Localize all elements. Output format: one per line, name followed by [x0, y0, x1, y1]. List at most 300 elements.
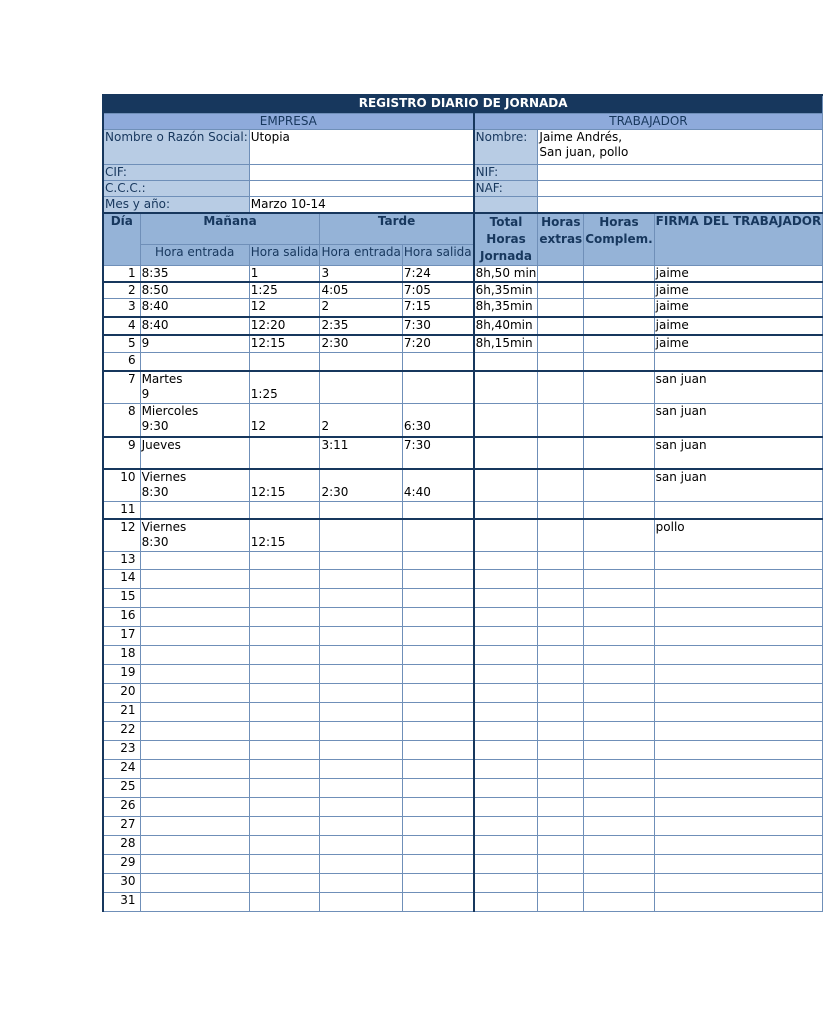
cell-tarde-entrada[interactable]: [320, 552, 402, 570]
cell-horas-extras[interactable]: [538, 836, 584, 855]
cell-horas-extras[interactable]: [538, 353, 584, 371]
cell-tarde-entrada[interactable]: [320, 741, 402, 760]
cell-manana-salida[interactable]: [249, 836, 320, 855]
cell-total-horas[interactable]: [474, 722, 538, 741]
cell-manana-entrada[interactable]: [140, 627, 249, 646]
cell-manana-salida[interactable]: 12:15: [249, 519, 320, 552]
table-row: [103, 798, 823, 817]
cell-total-horas[interactable]: 8h,40min: [474, 317, 538, 335]
cell-tarde-entrada[interactable]: [320, 779, 402, 798]
cell-manana-salida[interactable]: [249, 855, 320, 874]
cell-total-horas[interactable]: [474, 589, 538, 608]
cell-manana-entrada[interactable]: Viernes 8:30: [140, 469, 249, 502]
cell-tarde-salida[interactable]: [402, 589, 473, 608]
cell-total-horas[interactable]: [474, 855, 538, 874]
cell-tarde-entrada[interactable]: [320, 627, 402, 646]
cell-horas-extras[interactable]: [538, 570, 584, 589]
cell-manana-entrada[interactable]: [140, 760, 249, 779]
empresa-cif-value[interactable]: [249, 165, 473, 181]
cell-manana-salida[interactable]: [249, 608, 320, 627]
trabajador-nif-label: NIF:: [474, 165, 538, 181]
cell-horas-extras[interactable]: [538, 266, 584, 283]
cell-manana-salida[interactable]: [249, 722, 320, 741]
cell-firma[interactable]: [654, 502, 823, 519]
cell-tarde-salida[interactable]: [402, 552, 473, 570]
cell-manana-salida[interactable]: 12:15: [249, 335, 320, 353]
cell-total-horas[interactable]: [474, 552, 538, 570]
cell-tarde-salida[interactable]: [402, 855, 473, 874]
cell-total-horas[interactable]: [474, 779, 538, 798]
cell-horas-complem[interactable]: [584, 722, 654, 741]
cell-firma[interactable]: [654, 722, 823, 741]
cell-firma[interactable]: jaime: [654, 266, 823, 283]
cell-tarde-salida[interactable]: [402, 502, 473, 519]
sheet-title: REGISTRO DIARIO DE JORNADA: [103, 95, 823, 114]
cell-firma[interactable]: [654, 589, 823, 608]
cell-manana-entrada[interactable]: [140, 353, 249, 371]
cell-manana-entrada[interactable]: Martes 9: [140, 371, 249, 404]
cell-firma[interactable]: [654, 646, 823, 665]
cell-manana-entrada[interactable]: [140, 798, 249, 817]
cell-manana-entrada[interactable]: 9: [140, 335, 249, 353]
cell-total-horas[interactable]: 8h,35min: [474, 299, 538, 317]
cell-horas-complem[interactable]: [584, 282, 654, 299]
cell-horas-complem[interactable]: [584, 627, 654, 646]
cell-firma[interactable]: [654, 741, 823, 760]
cell-tarde-entrada[interactable]: [320, 353, 402, 371]
cell-manana-salida[interactable]: 1: [249, 266, 320, 283]
cell-manana-entrada[interactable]: [140, 646, 249, 665]
cell-tarde-entrada[interactable]: [320, 589, 402, 608]
cell-manana-entrada[interactable]: [140, 722, 249, 741]
cell-tarde-salida[interactable]: [402, 371, 473, 404]
trabajador-nombre-value[interactable]: Jaime Andrés, San juan, pollo: [538, 130, 823, 165]
cell-manana-salida[interactable]: [249, 760, 320, 779]
cell-firma[interactable]: san juan: [654, 371, 823, 404]
cell-tarde-entrada[interactable]: [320, 703, 402, 722]
cell-firma[interactable]: jaime: [654, 282, 823, 299]
cell-tarde-salida[interactable]: [402, 353, 473, 371]
cell-firma[interactable]: pollo: [654, 519, 823, 552]
table-row: [103, 469, 823, 502]
cell-tarde-salida[interactable]: [402, 608, 473, 627]
day-number: 8: [103, 404, 140, 437]
cell-tarde-salida[interactable]: 7:20: [402, 335, 473, 353]
cell-manana-entrada[interactable]: [140, 836, 249, 855]
cell-tarde-entrada[interactable]: [320, 855, 402, 874]
cell-firma[interactable]: [654, 627, 823, 646]
cell-tarde-entrada[interactable]: [320, 684, 402, 703]
cell-horas-extras[interactable]: [538, 404, 584, 437]
cell-tarde-entrada[interactable]: 2:30: [320, 335, 402, 353]
cell-firma[interactable]: jaime: [654, 335, 823, 353]
cell-manana-salida[interactable]: [249, 589, 320, 608]
cell-firma[interactable]: [654, 855, 823, 874]
table-row: [103, 855, 823, 874]
cell-firma[interactable]: san juan: [654, 437, 823, 469]
cell-manana-entrada[interactable]: [140, 741, 249, 760]
cell-total-horas[interactable]: [474, 684, 538, 703]
cell-manana-entrada[interactable]: [140, 817, 249, 836]
cell-firma[interactable]: [654, 779, 823, 798]
table-row: [103, 266, 823, 283]
cell-manana-entrada[interactable]: [140, 665, 249, 684]
cell-firma[interactable]: [654, 893, 823, 912]
cell-horas-extras[interactable]: [538, 722, 584, 741]
day-number: 26: [103, 798, 140, 817]
cell-tarde-salida[interactable]: [402, 779, 473, 798]
cell-horas-extras[interactable]: [538, 469, 584, 502]
table-row: [103, 665, 823, 684]
cell-horas-complem[interactable]: [584, 760, 654, 779]
cell-firma[interactable]: [654, 665, 823, 684]
cell-tarde-salida[interactable]: [402, 893, 473, 912]
day-number: 5: [103, 335, 140, 353]
cell-tarde-salida[interactable]: [402, 798, 473, 817]
cell-total-horas[interactable]: [474, 836, 538, 855]
cell-tarde-entrada[interactable]: 3:11: [320, 437, 402, 469]
cell-total-horas[interactable]: [474, 741, 538, 760]
cell-manana-salida[interactable]: [249, 893, 320, 912]
cell-total-horas[interactable]: 8h,50 min: [475, 266, 537, 280]
cell-manana-entrada[interactable]: [140, 684, 249, 703]
cell-tarde-entrada[interactable]: [320, 874, 402, 893]
cell-total-horas[interactable]: [474, 437, 538, 469]
cell-manana-salida[interactable]: 1:25: [249, 371, 320, 404]
cell-total-horas[interactable]: 8h,15min: [474, 335, 538, 353]
cell-total-horas[interactable]: [474, 371, 538, 404]
day-number: 4: [103, 317, 140, 335]
cell-horas-complem[interactable]: [584, 608, 654, 627]
trabajador-naf-value[interactable]: [538, 181, 823, 197]
cell-total-horas[interactable]: [474, 893, 538, 912]
cell-horas-extras[interactable]: [538, 741, 584, 760]
cell-manana-salida[interactable]: 1:25: [249, 282, 320, 299]
cell-tarde-salida[interactable]: [402, 684, 473, 703]
day-number: 25: [103, 779, 140, 798]
cell-horas-complem[interactable]: [584, 703, 654, 722]
cell-tarde-salida[interactable]: [402, 646, 473, 665]
cell-firma[interactable]: san juan: [654, 404, 823, 437]
cell-manana-entrada[interactable]: Miercoles 9:30: [140, 404, 249, 437]
cell-horas-complem[interactable]: [584, 855, 654, 874]
cell-horas-extras[interactable]: [538, 335, 584, 353]
cell-tarde-entrada[interactable]: [320, 519, 402, 552]
cell-manana-salida[interactable]: [249, 665, 320, 684]
cell-horas-complem[interactable]: [584, 874, 654, 893]
cell-horas-complem[interactable]: [584, 779, 654, 798]
cell-horas-complem[interactable]: [584, 684, 654, 703]
cell-horas-complem[interactable]: [584, 353, 654, 371]
cell-manana-entrada[interactable]: 8:50: [140, 282, 249, 299]
cell-manana-salida[interactable]: 12:15: [249, 469, 320, 502]
cell-manana-salida[interactable]: [249, 779, 320, 798]
cell-manana-salida[interactable]: [249, 552, 320, 570]
day-number: 3: [103, 299, 140, 317]
cell-manana-entrada[interactable]: [140, 608, 249, 627]
cell-tarde-entrada[interactable]: [320, 893, 402, 912]
day-number: 1: [103, 266, 140, 283]
empresa-nombre-value[interactable]: Utopia: [249, 130, 473, 165]
cell-firma[interactable]: [654, 570, 823, 589]
cell-tarde-entrada[interactable]: 2: [320, 404, 402, 437]
day-number: 17: [103, 627, 140, 646]
cell-horas-complem[interactable]: [584, 552, 654, 570]
cell-firma[interactable]: [654, 836, 823, 855]
empresa-mes-value[interactable]: Marzo 10-14: [249, 197, 473, 214]
cell-manana-salida[interactable]: [249, 684, 320, 703]
cell-tarde-entrada[interactable]: [320, 371, 402, 404]
cell-horas-extras[interactable]: [538, 874, 584, 893]
cell-firma[interactable]: jaime: [654, 317, 823, 335]
day-number: 13: [103, 552, 140, 570]
cell-tarde-salida[interactable]: [402, 519, 473, 552]
cell-horas-extras[interactable]: [538, 893, 584, 912]
trabajador-blank-value[interactable]: [538, 197, 823, 214]
cell-firma[interactable]: jaime: [654, 299, 823, 317]
cell-total-horas[interactable]: [474, 404, 538, 437]
cell-manana-salida[interactable]: [249, 741, 320, 760]
cell-manana-entrada[interactable]: [140, 874, 249, 893]
table-row: [103, 893, 823, 912]
cell-horas-extras[interactable]: [538, 608, 584, 627]
table-row: [103, 317, 823, 335]
cell-manana-salida[interactable]: [249, 703, 320, 722]
cell-manana-entrada[interactable]: [140, 893, 249, 912]
cell-total-horas[interactable]: [474, 608, 538, 627]
cell-manana-salida[interactable]: [249, 798, 320, 817]
cell-total-horas[interactable]: [474, 665, 538, 684]
cell-total-horas[interactable]: [474, 570, 538, 589]
cell-total-horas[interactable]: [474, 502, 538, 519]
cell-tarde-salida[interactable]: [402, 874, 473, 893]
cell-firma[interactable]: [654, 552, 823, 570]
cell-total-horas[interactable]: [474, 353, 538, 371]
cell-tarde-entrada[interactable]: [320, 722, 402, 741]
cell-tarde-salida[interactable]: [402, 722, 473, 741]
cell-manana-salida[interactable]: [249, 874, 320, 893]
cell-firma[interactable]: [654, 608, 823, 627]
cell-horas-extras[interactable]: [538, 760, 584, 779]
cell-total-horas[interactable]: [474, 798, 538, 817]
cell-firma[interactable]: [654, 874, 823, 893]
cell-tarde-entrada[interactable]: [320, 760, 402, 779]
cell-firma[interactable]: [654, 684, 823, 703]
cell-tarde-salida[interactable]: [402, 665, 473, 684]
day-number: 21: [103, 703, 140, 722]
cell-firma[interactable]: [654, 353, 823, 371]
cell-total-horas[interactable]: [474, 627, 538, 646]
cell-horas-extras[interactable]: [538, 282, 584, 299]
cell-tarde-entrada[interactable]: 4:05: [320, 282, 402, 299]
cell-tarde-salida[interactable]: [402, 627, 473, 646]
cell-tarde-salida[interactable]: 7:30: [402, 317, 473, 335]
cell-firma[interactable]: [654, 817, 823, 836]
cell-total-horas[interactable]: 6h,35min: [474, 282, 538, 299]
cell-horas-extras[interactable]: [538, 437, 584, 469]
cell-manana-entrada[interactable]: [140, 552, 249, 570]
cell-manana-entrada[interactable]: [140, 779, 249, 798]
cell-tarde-salida[interactable]: 4:40: [402, 469, 473, 502]
table-row: [103, 335, 823, 353]
cell-horas-complem[interactable]: [584, 741, 654, 760]
cell-horas-extras[interactable]: [538, 665, 584, 684]
table-row: [103, 684, 823, 703]
trabajador-naf-label: NAF:: [474, 181, 538, 197]
cell-horas-complem[interactable]: [584, 299, 654, 317]
cell-total-horas[interactable]: [474, 519, 538, 552]
cell-tarde-salida[interactable]: [402, 741, 473, 760]
cell-manana-salida[interactable]: [249, 502, 320, 519]
cell-tarde-salida[interactable]: [402, 703, 473, 722]
cell-firma[interactable]: [654, 798, 823, 817]
cell-tarde-salida[interactable]: [402, 836, 473, 855]
cell-horas-extras[interactable]: [538, 684, 584, 703]
cell-manana-salida[interactable]: [249, 570, 320, 589]
cell-horas-complem[interactable]: [584, 893, 654, 912]
table-row: [103, 552, 823, 570]
cell-horas-complem[interactable]: [584, 502, 654, 519]
cell-horas-extras[interactable]: [538, 519, 584, 552]
cell-manana-entrada[interactable]: [140, 703, 249, 722]
table-row: [103, 371, 823, 404]
table-row: [103, 570, 823, 589]
cell-manana-entrada[interactable]: 8:40: [140, 299, 249, 317]
day-number: 18: [103, 646, 140, 665]
cell-tarde-salida[interactable]: 7:15: [402, 299, 473, 317]
table-row: [103, 741, 823, 760]
cell-total-horas[interactable]: [474, 469, 538, 502]
empresa-cif-label: CIF:: [103, 165, 249, 181]
cell-tarde-salida[interactable]: [402, 570, 473, 589]
cell-manana-entrada[interactable]: [140, 570, 249, 589]
cell-total-horas[interactable]: [474, 874, 538, 893]
cell-tarde-entrada[interactable]: [320, 665, 402, 684]
section-empresa: EMPRESA: [103, 114, 474, 130]
cell-tarde-salida[interactable]: [402, 817, 473, 836]
cell-manana-salida[interactable]: [249, 646, 320, 665]
cell-manana-entrada[interactable]: 8:40: [140, 317, 249, 335]
day-number: 14: [103, 570, 140, 589]
empresa-mes-label: Mes y año:: [103, 197, 249, 214]
header-tarde-salida: Hora salida: [402, 244, 473, 265]
cell-horas-complem[interactable]: [584, 646, 654, 665]
cell-tarde-salida[interactable]: [402, 760, 473, 779]
header-total-horas: Total Horas Jornada: [474, 213, 538, 266]
day-number: 22: [103, 722, 140, 741]
cell-tarde-entrada[interactable]: 2: [320, 299, 402, 317]
cell-horas-extras[interactable]: [538, 299, 584, 317]
cell-firma[interactable]: san juan: [654, 469, 823, 502]
header-horas-extras: Horas extras: [538, 213, 584, 266]
cell-manana-entrada[interactable]: [140, 589, 249, 608]
cell-horas-complem[interactable]: [584, 317, 654, 335]
cell-total-horas[interactable]: [474, 817, 538, 836]
cell-tarde-entrada[interactable]: [320, 798, 402, 817]
cell-tarde-entrada[interactable]: 3: [320, 266, 402, 283]
cell-horas-complem[interactable]: [584, 371, 654, 404]
cell-manana-entrada[interactable]: [140, 855, 249, 874]
cell-tarde-entrada[interactable]: [320, 502, 402, 519]
cell-horas-complem[interactable]: [584, 335, 654, 353]
empresa-ccc-label: C.C.C.:: [103, 181, 249, 197]
cell-manana-entrada[interactable]: [140, 502, 249, 519]
cell-total-horas[interactable]: [474, 703, 538, 722]
cell-horas-complem[interactable]: [584, 469, 654, 502]
cell-tarde-entrada[interactable]: [320, 836, 402, 855]
cell-horas-extras[interactable]: [538, 502, 584, 519]
cell-firma[interactable]: [654, 760, 823, 779]
cell-tarde-entrada[interactable]: [320, 646, 402, 665]
cell-horas-extras[interactable]: [538, 817, 584, 836]
cell-horas-extras[interactable]: [538, 317, 584, 335]
cell-horas-extras[interactable]: [538, 798, 584, 817]
cell-horas-extras[interactable]: [538, 589, 584, 608]
cell-manana-salida[interactable]: 12:20: [249, 317, 320, 335]
cell-manana-salida[interactable]: [249, 353, 320, 371]
cell-total-horas[interactable]: [474, 646, 538, 665]
cell-tarde-salida[interactable]: 6:30: [402, 404, 473, 437]
cell-horas-complem[interactable]: [584, 589, 654, 608]
cell-manana-salida[interactable]: [249, 817, 320, 836]
cell-manana-salida[interactable]: [249, 627, 320, 646]
cell-tarde-entrada[interactable]: 2:30: [320, 469, 402, 502]
cell-horas-complem[interactable]: [584, 519, 654, 552]
cell-horas-extras[interactable]: [538, 855, 584, 874]
table-row: [103, 437, 823, 469]
cell-manana-salida[interactable]: 12: [249, 404, 320, 437]
cell-horas-complem[interactable]: [584, 404, 654, 437]
cell-horas-extras[interactable]: [538, 627, 584, 646]
table-row: [103, 404, 823, 437]
day-number: 20: [103, 684, 140, 703]
cell-manana-entrada[interactable]: Viernes 8:30: [140, 519, 249, 552]
empresa-ccc-value[interactable]: [249, 181, 473, 197]
day-number: 2: [103, 282, 140, 299]
cell-horas-complem[interactable]: [584, 836, 654, 855]
cell-manana-entrada[interactable]: Jueves: [140, 437, 249, 469]
cell-tarde-entrada[interactable]: [320, 570, 402, 589]
table-row: [103, 502, 823, 519]
trabajador-nif-value[interactable]: [538, 165, 823, 181]
table-row: [103, 608, 823, 627]
cell-total-horas[interactable]: [474, 760, 538, 779]
header-manana: Mañana: [140, 213, 320, 244]
cell-horas-extras[interactable]: [538, 703, 584, 722]
cell-tarde-entrada[interactable]: [320, 608, 402, 627]
cell-manana-entrada[interactable]: 8:35: [140, 266, 249, 283]
cell-manana-salida[interactable]: 12: [249, 299, 320, 317]
cell-horas-complem[interactable]: [584, 266, 654, 283]
cell-tarde-salida[interactable]: 7:30: [402, 437, 473, 469]
cell-horas-extras[interactable]: [538, 552, 584, 570]
cell-horas-extras[interactable]: [538, 371, 584, 404]
cell-firma[interactable]: [654, 703, 823, 722]
cell-tarde-entrada[interactable]: 2:35: [320, 317, 402, 335]
cell-manana-salida[interactable]: [249, 437, 320, 469]
cell-horas-complem[interactable]: [584, 817, 654, 836]
cell-tarde-entrada[interactable]: [320, 817, 402, 836]
cell-horas-complem[interactable]: [584, 437, 654, 469]
cell-tarde-salida[interactable]: 7:05: [402, 282, 473, 299]
cell-horas-extras[interactable]: [538, 646, 584, 665]
table-row: [103, 282, 823, 299]
cell-horas-complem[interactable]: [584, 665, 654, 684]
cell-horas-complem[interactable]: [584, 570, 654, 589]
cell-tarde-salida[interactable]: 7:24: [402, 266, 473, 283]
cell-horas-complem[interactable]: [584, 798, 654, 817]
cell-horas-extras[interactable]: [538, 779, 584, 798]
